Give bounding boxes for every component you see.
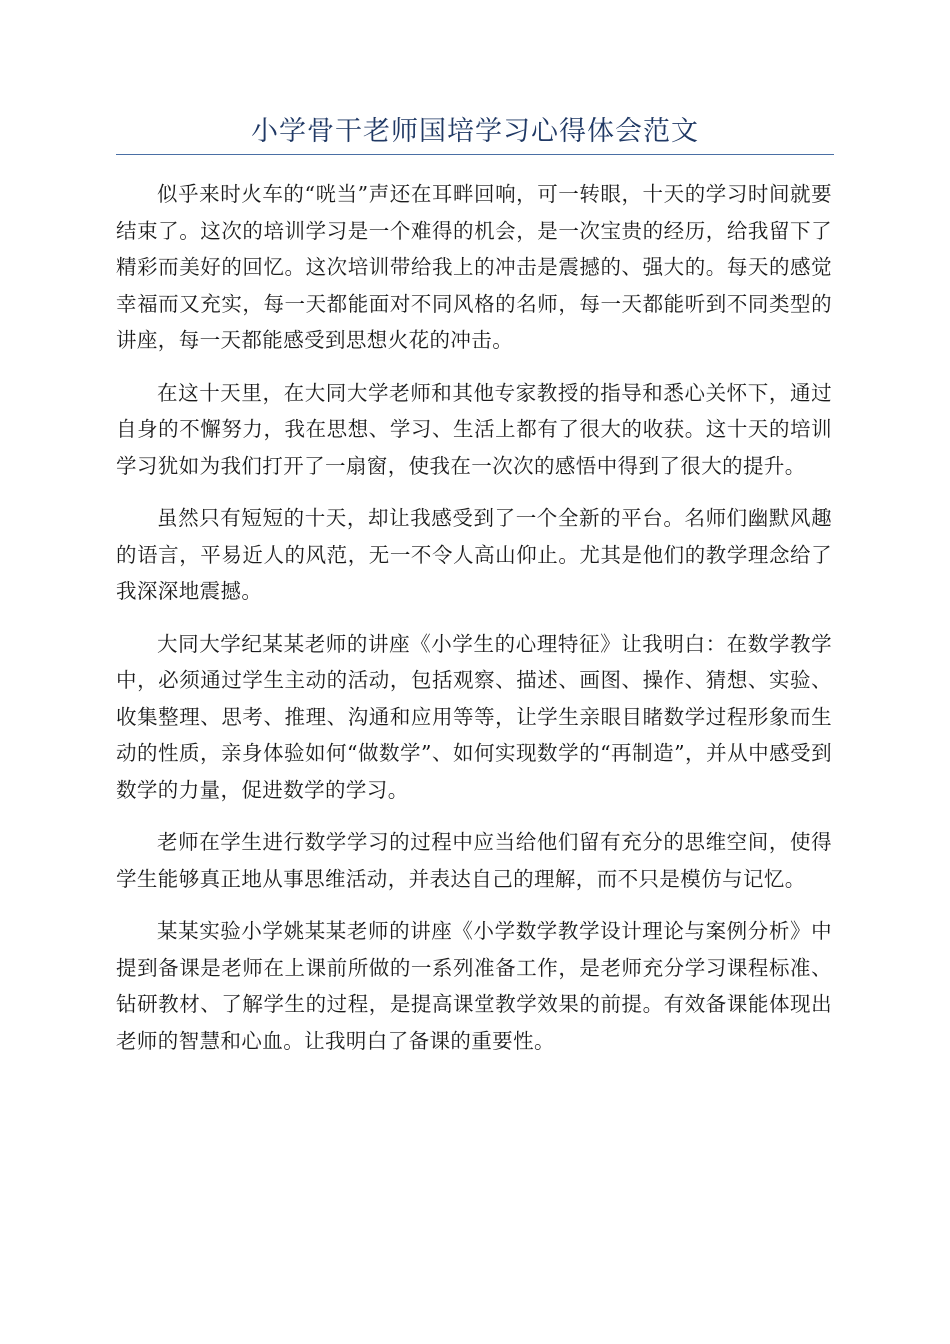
paragraph: 在这十天里，在大同大学老师和其他专家教授的指导和悉心关怀下，通过自身的不懈努力，我在思想、学习、生活上都有了很大的收获。这十天的培训学习犹如为我们打开了一扇窗，使我在一次次的感悟中得到了很大的提升。: [116, 380, 832, 478]
title-underline: [116, 154, 834, 155]
document-body: [116, 176, 832, 1075]
paragraph: 虽然只有短短的十天，却让我感受到了一个全新的平台。名师们幽默风趣的语言，平易近人的风范，无一不令人高山仰止。尤其是他们的教学理念给了我深深地震撼。: [116, 506, 832, 603]
paragraph: 大同大学纪某某老师的讲座《小学生的心理特征》让我明白：在数学教学中，必须通过学生主动的活动，包括观察、描述、画图、操作、猜想、实验、收集整理、思考、推理、沟通和应用等等，让学生亲眼目睹数学过程形象而生动的性质，亲身体验如何“做数学”、如何实现数学的“再制造”，并从中感受到数学的力量，促进数学的学习。: [116, 631, 832, 802]
document-title: 小学骨干老师国培学习心得体会范文: [251, 116, 699, 147]
paragraph: 老师在学生进行数学学习的过程中应当给他们留有充分的思维空间，使得学生能够真正地从事思维活动，并表达自己的理解，而不只是模仿与记忆。: [116, 830, 832, 891]
paragraph: 似乎来时火车的“咣当”声还在耳畔回响，可一转眼，十天的学习时间就要结束了。这次的培训学习是一个难得的机会，是一次宝贵的经历，给我留下了精彩而美好的回忆。这次培训带给我上的冲击是震撼的、强大的。每天的感觉幸福而又充实，每一天都能面对不同风格的名师，每一天都能听到不同类型的讲座，每一天都能感受到思想火花的冲击。: [116, 182, 832, 352]
paragraph: 某某实验小学姚某某老师的讲座《小学数学教学设计理论与案例分析》中提到备课是老师在上课前所做的一系列准备工作，是老师充分学习课程标准、钻研教材、了解学生的过程，是提高课堂教学效果的前提。有效备课能体现出老师的智慧和心血。让我明白了备课的重要性。: [116, 919, 832, 1053]
